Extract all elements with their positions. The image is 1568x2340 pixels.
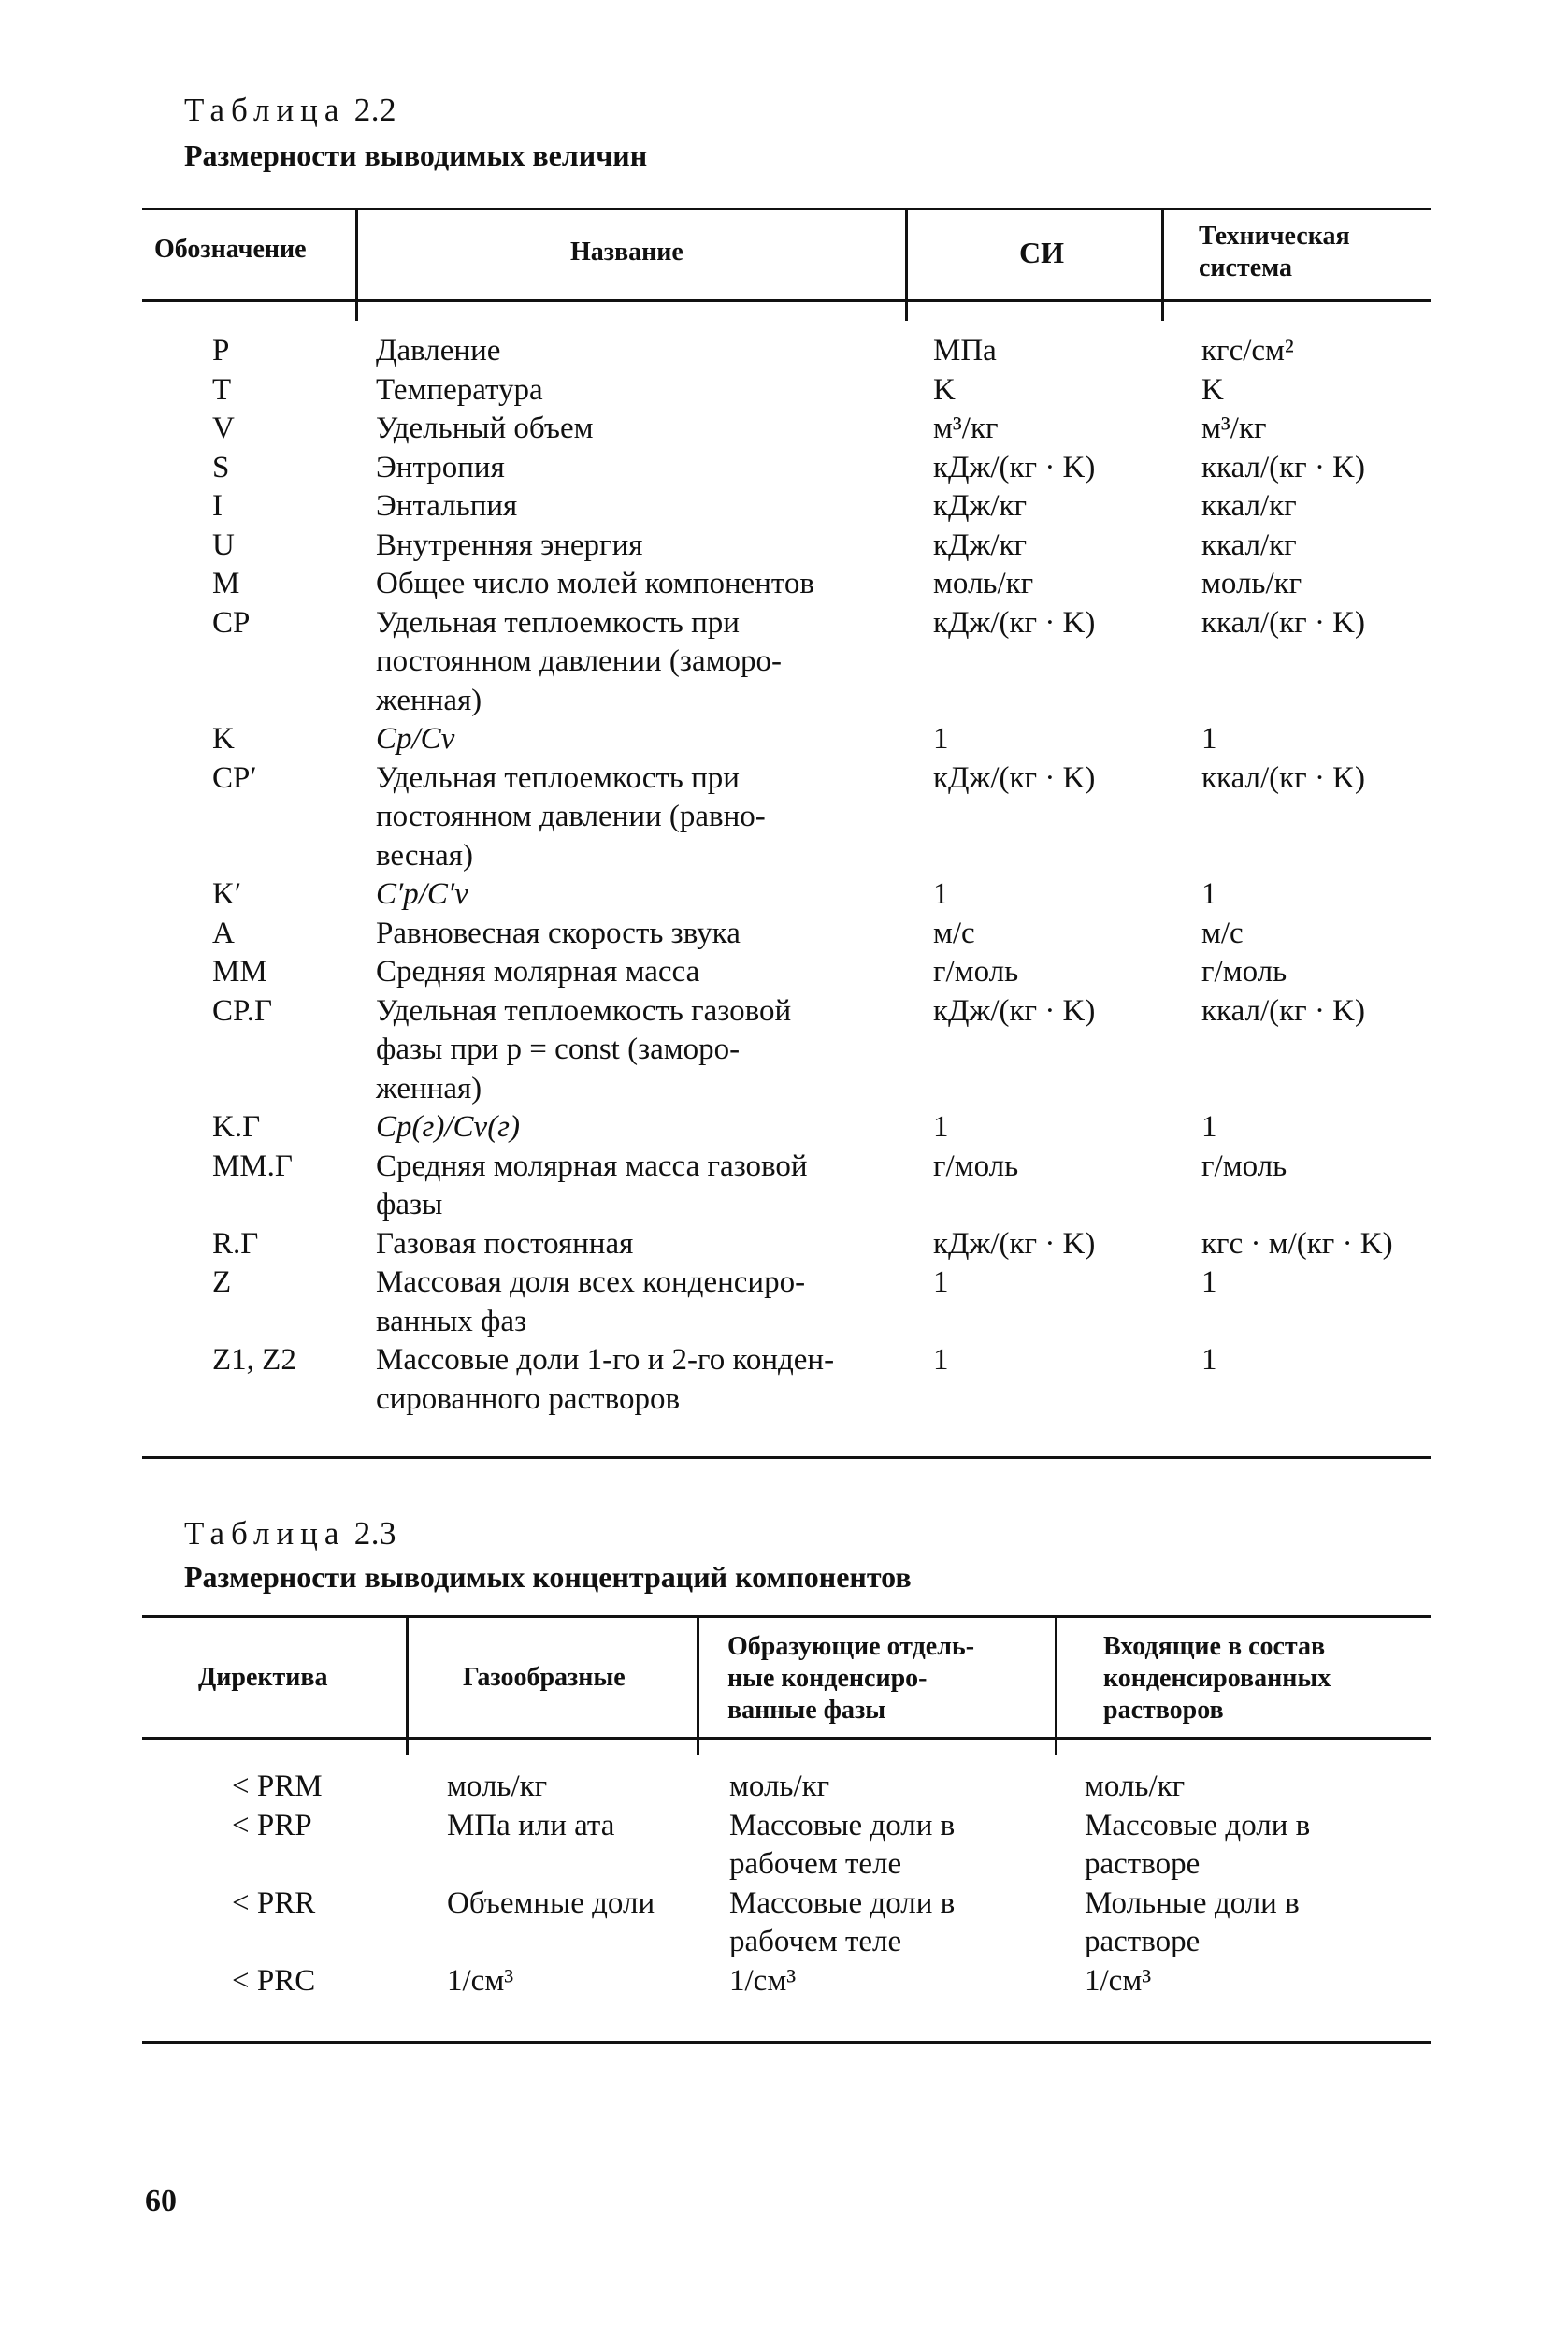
column-divider [1161, 208, 1164, 321]
cell-tech: ккал/(кг · K) [1201, 450, 1366, 484]
cell-symbol: M [212, 567, 240, 600]
cell-name: ванных фаз [376, 1304, 527, 1338]
cell-tech: 1 [1201, 877, 1217, 911]
header-name: Название [570, 238, 683, 267]
cell-tech: K [1201, 372, 1224, 407]
cell-tech: моль/кг [1201, 567, 1302, 600]
header-symbol: Обозначение [154, 235, 307, 264]
cell-name: Удельная теплоемкость при [376, 760, 740, 795]
table-bottom-rule [142, 2041, 1431, 2044]
cell-symbol: CP.Г [212, 993, 273, 1028]
cell-si: м/с [933, 916, 975, 950]
cell-name: постоянном давлении (равно- [376, 800, 766, 833]
cell-directive: < PRC [232, 1963, 316, 1998]
cell-si: моль/кг [933, 567, 1034, 600]
cell-cond: Массовые доли в [729, 1808, 956, 1842]
cell-tech: г/моль [1201, 1148, 1287, 1183]
header-cond: Образующие отдель- ные конденсиро- ванные фазы [727, 1632, 975, 1725]
cell-tech: ккал/(кг · K) [1201, 760, 1366, 795]
table-2-3-caption: Размерности выводимых концентраций компонентов [184, 1560, 912, 1594]
cell-tech: 1 [1201, 722, 1217, 756]
cell-si: кДж/(кг · K) [933, 760, 1096, 795]
cell-tech: м³/кг [1201, 412, 1267, 445]
cell-si: г/моль [933, 955, 1019, 989]
header-tech: Техническая система [1199, 222, 1350, 282]
cell-symbol: MM [212, 955, 267, 989]
cell-directive: < PRR [232, 1885, 316, 1920]
cell-name: женная) [376, 1071, 482, 1105]
cell-name: Энтропия [376, 450, 505, 484]
cell-tech: кгс · м/(кг · K) [1201, 1226, 1393, 1261]
cell-si: 1 [933, 1343, 949, 1377]
cell-si: г/моль [933, 1148, 1019, 1183]
table-top-rule [142, 1615, 1431, 1618]
cell-solution: 1/см³ [1085, 1963, 1152, 1998]
cell-name: Температура [376, 372, 543, 407]
cell-name: Давление [376, 334, 501, 368]
cell-symbol: V [212, 412, 235, 445]
cell-symbol: Z [212, 1265, 232, 1299]
cell-si: МПа [933, 334, 997, 368]
cell-cond: 1/см³ [729, 1963, 797, 1998]
cell-name: Средняя молярная масса [376, 955, 700, 989]
cell-si: кДж/(кг · K) [933, 450, 1096, 484]
cell-solution: растворе [1085, 1847, 1201, 1881]
cell-symbol: P [212, 334, 230, 368]
cell-name: весная) [376, 838, 473, 873]
cell-directive: < PRP [232, 1808, 312, 1842]
table-bottom-rule [142, 1456, 1431, 1459]
cell-name: C′p/C′v [376, 877, 468, 911]
header-bottom-rule [142, 1737, 1431, 1740]
header-gas: Газообразные [463, 1663, 626, 1692]
table-2-2-label: Таблица 2.2 [184, 92, 396, 128]
cell-cond: моль/кг [729, 1769, 830, 1803]
cell-symbol: Z1, Z2 [212, 1343, 296, 1377]
cell-solution: растворе [1085, 1925, 1201, 1958]
cell-name: Газовая постоянная [376, 1226, 634, 1261]
cell-tech: м/с [1201, 916, 1244, 950]
cell-gas: моль/кг [447, 1769, 548, 1803]
cell-symbol: K′ [212, 877, 242, 911]
cell-tech: ккал/кг [1201, 489, 1297, 523]
cell-solution: моль/кг [1085, 1769, 1186, 1803]
cell-si: кДж/(кг · K) [933, 1226, 1096, 1261]
cell-name: женная) [376, 683, 482, 717]
cell-tech: 1 [1201, 1343, 1217, 1377]
header-bottom-rule [142, 299, 1431, 302]
cell-name: Удельная теплоемкость при [376, 605, 740, 640]
cell-symbol: K [212, 722, 235, 756]
cell-tech: ккал/(кг · K) [1201, 993, 1366, 1028]
cell-name: Удельная теплоемкость газовой [376, 993, 792, 1028]
cell-si: кДж/(кг · K) [933, 605, 1096, 640]
header-directive: Директива [198, 1663, 328, 1692]
cell-si: 1 [933, 1265, 949, 1299]
page-number: 60 [145, 2184, 177, 2218]
header-solution: Входящие в состав конденсированных растворов [1103, 1632, 1331, 1725]
cell-cond: рабочем теле [729, 1925, 902, 1958]
cell-tech: ккал/кг [1201, 527, 1297, 562]
cell-symbol: S [212, 450, 230, 484]
cell-name: Массовая доля всех конденсиро- [376, 1265, 806, 1299]
cell-gas: МПа или ата [447, 1808, 615, 1842]
cell-solution: Массовые доли в [1085, 1808, 1311, 1842]
cell-tech: 1 [1201, 1265, 1217, 1299]
cell-name: Cp(г)/Cv(г) [376, 1110, 521, 1144]
cell-name: Внутренняя энергия [376, 527, 643, 562]
cell-name: Удельный объем [376, 412, 594, 445]
cell-si: 1 [933, 1110, 949, 1144]
cell-si: 1 [933, 722, 949, 756]
cell-name: постоянном давлении (заморо- [376, 644, 782, 678]
cell-si: K [933, 372, 956, 407]
cell-symbol: CP [212, 605, 251, 640]
cell-directive: < PRM [232, 1769, 323, 1803]
cell-symbol: R.Г [212, 1226, 259, 1261]
cell-symbol: T [212, 372, 232, 407]
cell-gas: 1/см³ [447, 1963, 514, 1998]
cell-symbol: MM.Г [212, 1148, 294, 1183]
cell-si: кДж/кг [933, 489, 1028, 523]
table-2-3-label: Таблица 2.3 [184, 1515, 396, 1552]
cell-si: 1 [933, 877, 949, 911]
cell-name: Энтальпия [376, 489, 518, 523]
column-divider [1055, 1615, 1057, 1755]
header-si: СИ [1019, 236, 1064, 269]
cell-si: кДж/(кг · K) [933, 993, 1096, 1028]
cell-tech: 1 [1201, 1110, 1217, 1144]
column-divider [355, 208, 358, 321]
cell-name: Массовые доли 1-го и 2-го конден- [376, 1343, 835, 1377]
cell-symbol: CP′ [212, 760, 257, 795]
cell-name: фазы [376, 1188, 443, 1221]
cell-cond: Массовые доли в [729, 1885, 956, 1920]
column-divider [905, 208, 908, 321]
cell-cond: рабочем теле [729, 1847, 902, 1881]
cell-tech: кгс/см² [1201, 334, 1294, 368]
table-top-rule [142, 208, 1431, 210]
cell-name: фазы при p = const (заморо- [376, 1033, 741, 1066]
cell-name: Cp/Cv [376, 722, 455, 756]
cell-symbol: A [212, 916, 235, 950]
column-divider [406, 1615, 409, 1755]
cell-gas: Объемные доли [447, 1885, 655, 1920]
cell-si: м³/кг [933, 412, 999, 445]
cell-tech: ккал/(кг · K) [1201, 605, 1366, 640]
cell-name: Равновесная скорость звука [376, 916, 741, 950]
table-2-2-caption: Размерности выводимых величин [184, 138, 648, 172]
cell-name: сированного растворов [376, 1381, 681, 1416]
cell-symbol: K.Г [212, 1110, 261, 1144]
cell-symbol: I [212, 489, 223, 523]
cell-si: кДж/кг [933, 527, 1028, 562]
cell-name: Общее число молей компонентов [376, 567, 814, 600]
cell-solution: Мольные доли в [1085, 1885, 1300, 1920]
cell-symbol: U [212, 527, 235, 562]
cell-tech: г/моль [1201, 955, 1287, 989]
cell-name: Средняя молярная масса газовой [376, 1148, 808, 1183]
column-divider [697, 1615, 699, 1755]
